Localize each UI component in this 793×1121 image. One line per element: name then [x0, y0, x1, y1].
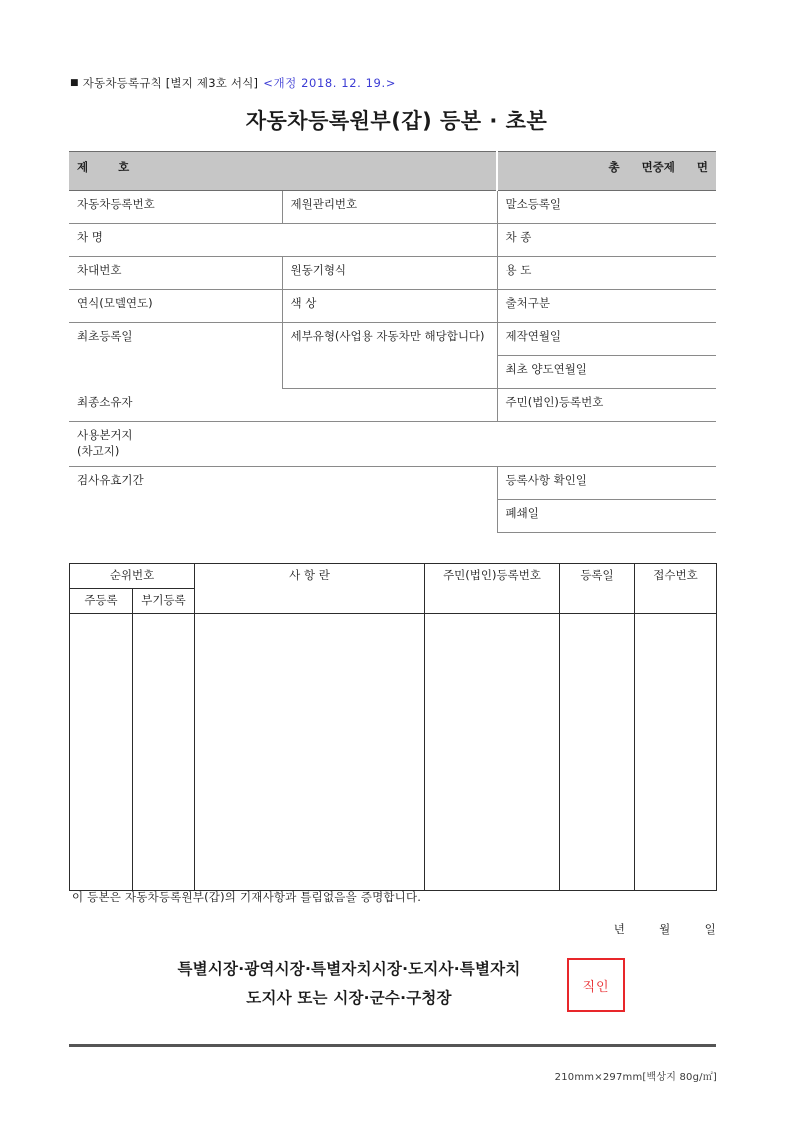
date-day-label: 일 — [704, 922, 716, 936]
column-header-sub-registration: 부기등록 — [133, 589, 195, 614]
footer-divider — [69, 1044, 716, 1047]
column-header-resident-corp-number: 주민(법인)등록번호 — [425, 564, 560, 614]
field-label-inspection-valid-period: 검사유효기간 — [77, 473, 144, 487]
field-label-home-base — [69, 422, 716, 467]
table-row — [69, 257, 716, 290]
field-label-chassis-number: 차대번호 — [69, 257, 282, 290]
vehicle-info-table — [69, 151, 716, 533]
table-row — [69, 389, 716, 422]
table-header-band — [69, 152, 716, 191]
cell-matters[interactable] — [195, 614, 425, 891]
official-seal-label: 직인 — [582, 979, 610, 995]
field-label-model-year: 연식(모델연도) — [69, 290, 282, 323]
field-label-usage: 용 도 — [497, 257, 716, 290]
date-line — [614, 921, 716, 937]
field-label-vehicle-name: 차 명 — [69, 224, 497, 257]
paper-specification: 210mm×297mm[백상지 80g/㎡] — [554, 1072, 717, 1083]
table-row — [69, 422, 716, 467]
field-label-color: 색 상 — [282, 290, 497, 323]
table-row — [70, 614, 717, 891]
document-number-label: 제 호 — [69, 152, 497, 191]
field-label-spec-mgmt-number: 제원관리번호 — [282, 191, 497, 224]
cell-receipt-number[interactable] — [635, 614, 717, 891]
issuing-authority-line2: 도지사 또는 시장·군수·구청장 — [246, 988, 452, 1007]
table-row — [69, 323, 716, 356]
field-label-closure-date: 폐쇄일 — [497, 500, 716, 533]
cell-main-registration[interactable] — [70, 614, 133, 891]
official-seal-box — [567, 958, 625, 1012]
table-header-row — [70, 564, 717, 589]
table-row — [69, 290, 716, 323]
field-label-source-division: 출처구분 — [497, 290, 716, 323]
column-header-registration-date: 등록일 — [560, 564, 635, 614]
field-label-deregistration-date: 말소등록일 — [497, 191, 716, 224]
page-count-label: 총 면중제 면 — [497, 152, 716, 191]
field-label-vehicle-reg-number: 자동차등록번호 — [69, 191, 282, 224]
column-header-receipt-number: 접수번호 — [635, 564, 717, 614]
bullet-square-icon: ■ — [70, 78, 79, 88]
form-identifier-text: 자동차등록규칙 [별지 제3호 서식] — [82, 76, 259, 90]
field-label-detail-type: 세부유형(사업용 자동차만 해당합니다) — [282, 323, 497, 389]
field-label-final-owner: 최종소유자 — [69, 389, 497, 422]
field-label-first-transfer-date: 최초 양도연월일 — [497, 356, 716, 389]
column-header-matters: 사 항 란 — [195, 564, 425, 614]
date-month-label: 월 — [659, 922, 671, 936]
field-label-registration-confirm-date: 등록사항 확인일 — [497, 467, 716, 500]
field-label-first-registration-date: 최초등록일 — [77, 329, 133, 343]
field-label-vehicle-type: 차 종 — [497, 224, 716, 257]
column-group-rank-number: 순위번호 — [70, 564, 195, 589]
issuing-authority-line1: 특별시장·광역시장·특별자치시장·도지사·특별자치 — [177, 960, 521, 978]
table-row — [69, 467, 716, 500]
form-identifier-line — [70, 75, 396, 91]
form-revision-note: <개정 2018. 12. 19.> — [263, 76, 396, 90]
field-label-resident-corp-number: 주민(법인)등록번호 — [497, 389, 716, 422]
cell-sub-registration[interactable] — [133, 614, 195, 891]
page-title: 자동차등록원부(갑) 등본 · 초본 — [245, 109, 548, 133]
column-header-main-registration: 주등록 — [70, 589, 133, 614]
field-label-engine-model: 원동기형식 — [282, 257, 497, 290]
certification-statement: 이 등본은 자동차등록원부(갑)의 기재사항과 틀림없음을 증명합니다. — [72, 890, 422, 904]
cell-resident-corp-number[interactable] — [425, 614, 560, 891]
home-base-line2: (차고지) — [77, 443, 120, 458]
home-base-line1: 사용본거지 — [77, 428, 133, 442]
registration-entries-table — [69, 563, 717, 891]
table-row — [69, 191, 716, 224]
table-row — [69, 224, 716, 257]
cell-registration-date[interactable] — [560, 614, 635, 891]
date-year-label: 년 — [613, 922, 626, 936]
field-label-manufacture-date: 제작연월일 — [497, 323, 716, 356]
issuing-authority-block — [69, 955, 629, 1012]
